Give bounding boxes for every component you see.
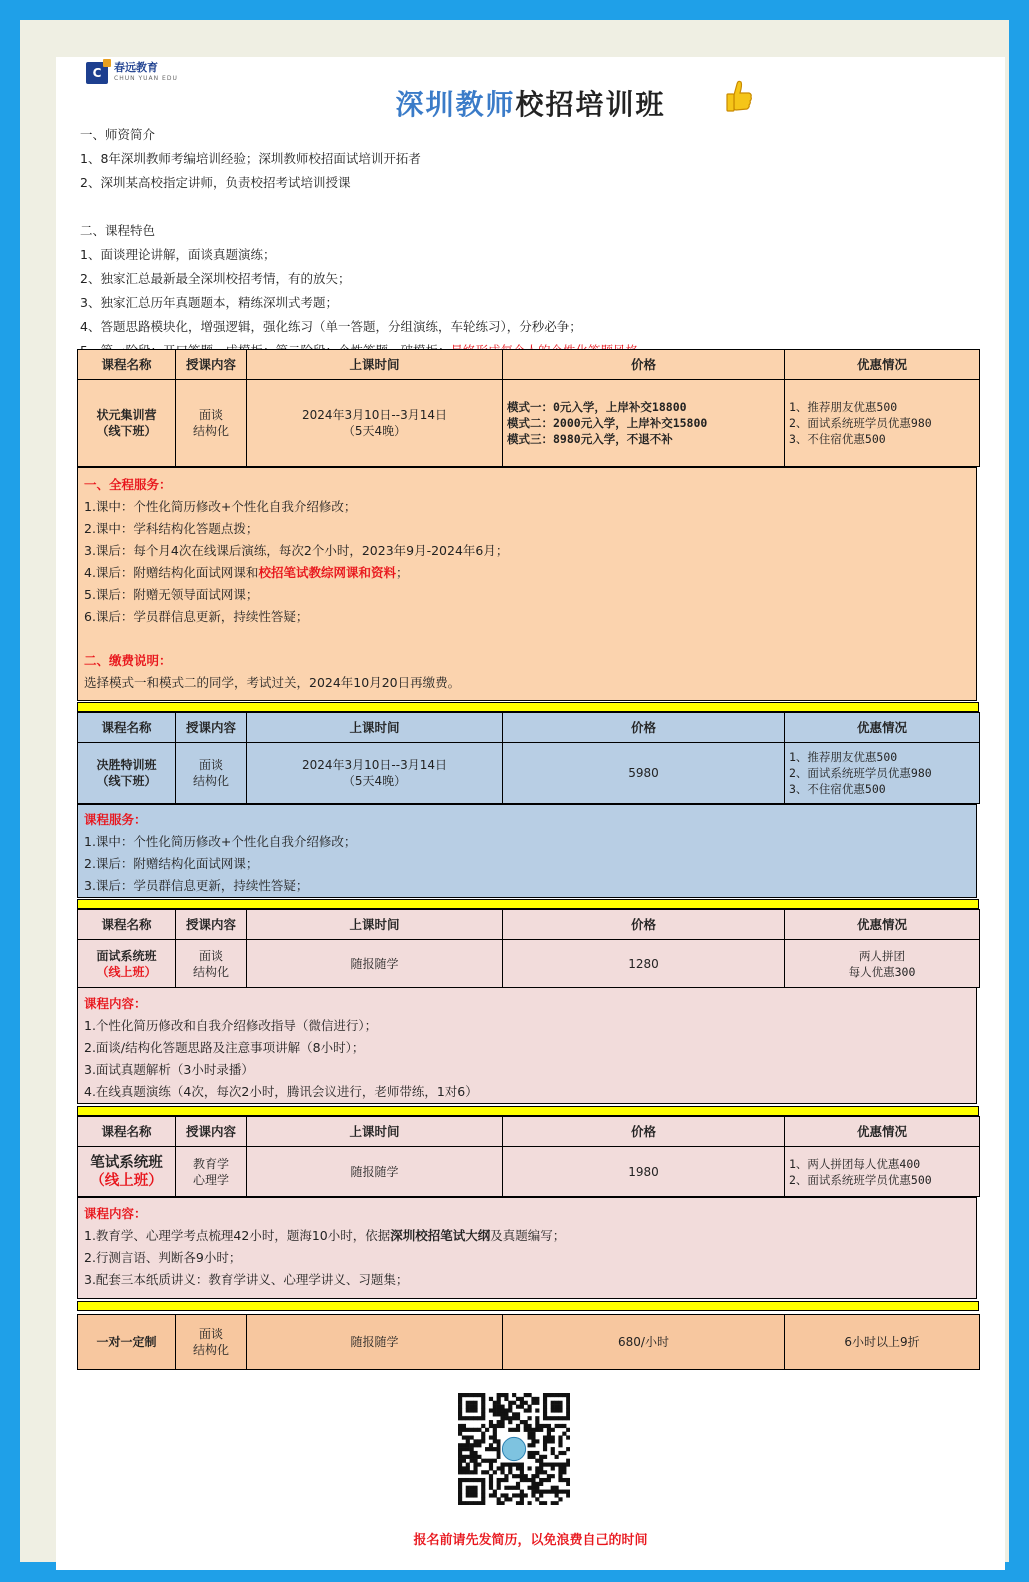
footer-note: 报名前请先发简历，以免浪费自己的时间 bbox=[413, 1533, 648, 1548]
course-3-contents bbox=[77, 987, 977, 1104]
course-name: 一对一定制 bbox=[78, 1315, 176, 1370]
price-line: 模式二：2000元入学，上岸补交15800 bbox=[507, 416, 708, 430]
course-mode: （线下班） bbox=[96, 424, 157, 438]
course-name-line: 状元集训营 bbox=[96, 408, 157, 422]
service-line bbox=[78, 518, 976, 540]
header-course-name: 课程名称 bbox=[78, 713, 176, 743]
intro-text: 1、面谈理论讲解，面谈真题演练； bbox=[80, 247, 276, 262]
header-price: 价格 bbox=[503, 713, 785, 743]
course-time: 随报随学 bbox=[247, 940, 503, 988]
header-content: 授课内容 bbox=[176, 713, 247, 743]
header-price: 价格 bbox=[503, 350, 785, 380]
intro-highlight: 最终形成每个人的个性化答题风格。 bbox=[450, 343, 651, 358]
content-line: 面谈 bbox=[198, 408, 223, 422]
course-content bbox=[176, 1315, 247, 1370]
course-discount bbox=[785, 380, 980, 467]
services-title: 一、全程服务： bbox=[84, 477, 172, 492]
course-table-4 bbox=[77, 1116, 980, 1197]
header-time: 上课时间 bbox=[247, 713, 503, 743]
header-course-name: 课程名称 bbox=[78, 1117, 176, 1147]
time-line: 2024年3月10日--3月14日 bbox=[301, 408, 447, 422]
title-dark-part: 校招培训班 bbox=[515, 88, 666, 121]
poster-margin bbox=[20, 20, 1009, 1562]
course-name-line: 决胜特训班 bbox=[96, 758, 157, 772]
header-content: 授课内容 bbox=[176, 910, 247, 940]
intro-line bbox=[80, 195, 980, 219]
services-title: 课程服务： bbox=[84, 812, 147, 827]
course-mode: （线上班） bbox=[96, 964, 157, 979]
header-price: 价格 bbox=[503, 1117, 785, 1147]
content-line: 结构化 bbox=[192, 1343, 229, 1357]
course-content bbox=[176, 380, 247, 467]
course-mode: （线上班） bbox=[90, 1171, 163, 1189]
contents-line bbox=[78, 1225, 976, 1247]
discount-line: 2、面试系统班学员优惠980 bbox=[789, 416, 932, 430]
course-name bbox=[78, 380, 176, 467]
intro-text: 2、深圳某高校指定讲师，负责校招考试培训授课 bbox=[80, 175, 351, 190]
course-2-services bbox=[77, 804, 977, 898]
contents-line: 3.配套三本纸质讲义：教育学讲义、心理学讲义、习题集； bbox=[84, 1272, 409, 1287]
course-content bbox=[176, 1147, 247, 1197]
discount-line: 3、不住宿优惠500 bbox=[789, 782, 886, 796]
divider-bar bbox=[77, 1301, 979, 1311]
course-discount: 6小时以上9折 bbox=[785, 1315, 980, 1370]
contents-text: 1.教育学、心理学考点梳理42小时，题海10小时，依据 bbox=[84, 1228, 391, 1243]
intro-text: 二、课程特色 bbox=[80, 223, 156, 238]
discount-line: 2、面试系统班学员优惠500 bbox=[789, 1172, 932, 1187]
intro-line bbox=[80, 171, 980, 195]
discount-line: 2、面试系统班学员优惠980 bbox=[789, 766, 932, 780]
course-name-line: 面试系统班 bbox=[96, 948, 157, 963]
time-line: （5天4晚） bbox=[342, 424, 407, 438]
content-line: 结构化 bbox=[192, 424, 229, 438]
course-name-line: 笔试系统班 bbox=[90, 1153, 163, 1171]
course-table-2 bbox=[77, 712, 980, 804]
service-line bbox=[78, 606, 976, 628]
course-time: 随报随学 bbox=[247, 1315, 503, 1370]
course-name bbox=[78, 940, 176, 988]
service-text: 2.课中：学科结构化答题点拨； bbox=[84, 521, 259, 536]
qr-code-icon[interactable] bbox=[458, 1393, 570, 1505]
content-line: 教育学 bbox=[192, 1156, 229, 1171]
header-time: 上课时间 bbox=[247, 1117, 503, 1147]
course-discount bbox=[785, 743, 980, 804]
course-4-contents bbox=[77, 1197, 977, 1299]
content-line: 心理学 bbox=[192, 1172, 229, 1187]
course-time bbox=[247, 380, 503, 467]
course-time bbox=[247, 743, 503, 804]
discount-line: 1、推荐朋友优惠500 bbox=[789, 400, 898, 414]
content-line: 面谈 bbox=[198, 948, 223, 963]
service-line: 3.面试真题解析（3小时录播） bbox=[84, 1062, 254, 1077]
page-title bbox=[56, 83, 1005, 123]
intro-line bbox=[80, 243, 980, 267]
discount-line: 1、两人拼团每人优惠400 bbox=[789, 1156, 921, 1171]
divider-bar bbox=[77, 702, 979, 712]
course-table-5 bbox=[77, 1314, 980, 1370]
header-discount: 优惠情况 bbox=[785, 350, 980, 380]
contents-bold-text: 深圳校招笔试大纲 bbox=[390, 1228, 491, 1243]
contents-title: 课程内容： bbox=[84, 996, 147, 1011]
header-discount: 优惠情况 bbox=[785, 713, 980, 743]
service-line: 3.课后：学员群信息更新，持续性答疑； bbox=[84, 878, 309, 893]
content-line: 面谈 bbox=[198, 758, 223, 772]
intro-line bbox=[80, 291, 980, 315]
header-price: 价格 bbox=[503, 910, 785, 940]
course-content bbox=[176, 940, 247, 988]
course-content bbox=[176, 743, 247, 804]
intro-text: 4、答题思路模块化，增强逻辑，强化练习（单一答题，分组演练，车轮练习），分秒必争； bbox=[80, 319, 582, 334]
title-blue-part: 深圳教师 bbox=[395, 88, 516, 121]
price-line: 模式三：8980元入学，不退不补 bbox=[507, 432, 673, 446]
header-discount: 优惠情况 bbox=[785, 910, 980, 940]
intro-line bbox=[80, 219, 980, 243]
service-text: 1.课中：个性化简历修改+个性化自我介绍修改； bbox=[84, 499, 357, 514]
logo bbox=[86, 62, 178, 84]
intro-text: 3、独家汇总历年真题题本，精练深圳式考题； bbox=[80, 295, 338, 310]
intro-section bbox=[80, 123, 980, 363]
service-line bbox=[78, 496, 976, 518]
header-content: 授课内容 bbox=[176, 1117, 247, 1147]
discount-line: 1、推荐朋友优惠500 bbox=[789, 750, 898, 764]
header-course-name: 课程名称 bbox=[78, 910, 176, 940]
time-line: 2024年3月10日--3月14日 bbox=[301, 758, 447, 772]
discount-line: 3、不住宿优惠500 bbox=[789, 432, 886, 446]
service-line: 2.课后：附赠结构化面试网课； bbox=[84, 856, 259, 871]
service-text: ； bbox=[395, 565, 409, 580]
course-table-1 bbox=[77, 349, 980, 467]
service-text: 4.课后：附赠结构化面试网课和 bbox=[84, 565, 259, 580]
intro-line bbox=[80, 267, 980, 291]
service-line bbox=[78, 584, 976, 606]
content-line: 结构化 bbox=[192, 964, 229, 979]
logo-name: 春远教育 bbox=[114, 61, 158, 74]
service-line: 1.课中：个性化简历修改+个性化自我介绍修改； bbox=[84, 834, 357, 849]
course-name bbox=[78, 1147, 176, 1197]
course-price: 1280 bbox=[503, 940, 785, 988]
service-text: 5.课后：附赠无领导面试网课； bbox=[84, 587, 259, 602]
intro-line bbox=[80, 315, 980, 339]
service-text: 3.课后：每个月4次在线课后演练，每次2个小时，2023年9月-2024年6月； bbox=[84, 543, 509, 558]
course-mode: （线下班） bbox=[96, 774, 157, 788]
service-highlight: 校招笔试教综网课和资料 bbox=[258, 565, 396, 580]
intro-text: 5、第一阶段：开口答题，成模板；第二阶段：个性答题，破模板； bbox=[80, 343, 451, 358]
thumbs-up-icon bbox=[724, 79, 754, 117]
service-line: 4.在线真题演练（4次，每次2小时，腾讯会议进行，老师带练，1对6） bbox=[84, 1084, 478, 1099]
contents-title: 课程内容： bbox=[84, 1206, 147, 1221]
logo-mark-icon: C bbox=[86, 62, 108, 84]
divider-bar bbox=[77, 1106, 979, 1116]
divider-bar bbox=[77, 899, 979, 909]
course-price: 1980 bbox=[503, 1147, 785, 1197]
header-content: 授课内容 bbox=[176, 350, 247, 380]
header-discount: 优惠情况 bbox=[785, 1117, 980, 1147]
course-1-services bbox=[77, 467, 977, 701]
discount-line: 每人优惠300 bbox=[848, 964, 916, 979]
intro-line bbox=[80, 123, 980, 147]
discount-line: 两人拼团 bbox=[859, 948, 905, 963]
header-time: 上课时间 bbox=[247, 350, 503, 380]
course-time: 随报随学 bbox=[247, 1147, 503, 1197]
poster-page bbox=[56, 57, 1005, 1570]
course-discount bbox=[785, 940, 980, 988]
price-line: 模式一：0元入学，上岸补交18800 bbox=[507, 400, 687, 414]
course-discount bbox=[785, 1147, 980, 1197]
service-line: 1.个性化简历修改和自我介绍修改指导（微信进行）； bbox=[84, 1018, 378, 1033]
logo-subtitle: CHUN YUAN EDU bbox=[114, 75, 178, 82]
content-line: 结构化 bbox=[192, 774, 229, 788]
intro-text: 1、8年深圳教师考编培训经验；深圳教师校招面试培训开拓者 bbox=[80, 151, 421, 166]
course-price: 5980 bbox=[503, 743, 785, 804]
service-line: 2.面谈/结构化答题思路及注意事项讲解（8小时）； bbox=[84, 1040, 365, 1055]
intro-text: 一、师资简介 bbox=[80, 127, 156, 142]
service-line bbox=[78, 540, 976, 562]
payment-title: 二、缴费说明： bbox=[84, 653, 172, 668]
content-line: 面谈 bbox=[198, 1327, 223, 1341]
contents-text: 及真题编写； bbox=[490, 1228, 566, 1243]
header-time: 上课时间 bbox=[247, 910, 503, 940]
service-line bbox=[78, 562, 976, 584]
contents-line: 2.行测言语、判断各9小时； bbox=[84, 1250, 242, 1265]
time-line: （5天4晚） bbox=[342, 774, 407, 788]
course-price: 680/小时 bbox=[503, 1315, 785, 1370]
intro-line bbox=[80, 147, 980, 171]
course-name bbox=[78, 743, 176, 804]
course-table-3 bbox=[77, 909, 980, 988]
header-course-name: 课程名称 bbox=[78, 350, 176, 380]
payment-text: 选择模式一和模式二的同学，考试过关，2024年10月20日再缴费。 bbox=[84, 675, 461, 690]
course-price bbox=[503, 380, 785, 467]
service-text: 6.课后：学员群信息更新，持续性答疑； bbox=[84, 609, 309, 624]
intro-text: 2、独家汇总最新最全深圳校招考情，有的放矢； bbox=[80, 271, 351, 286]
